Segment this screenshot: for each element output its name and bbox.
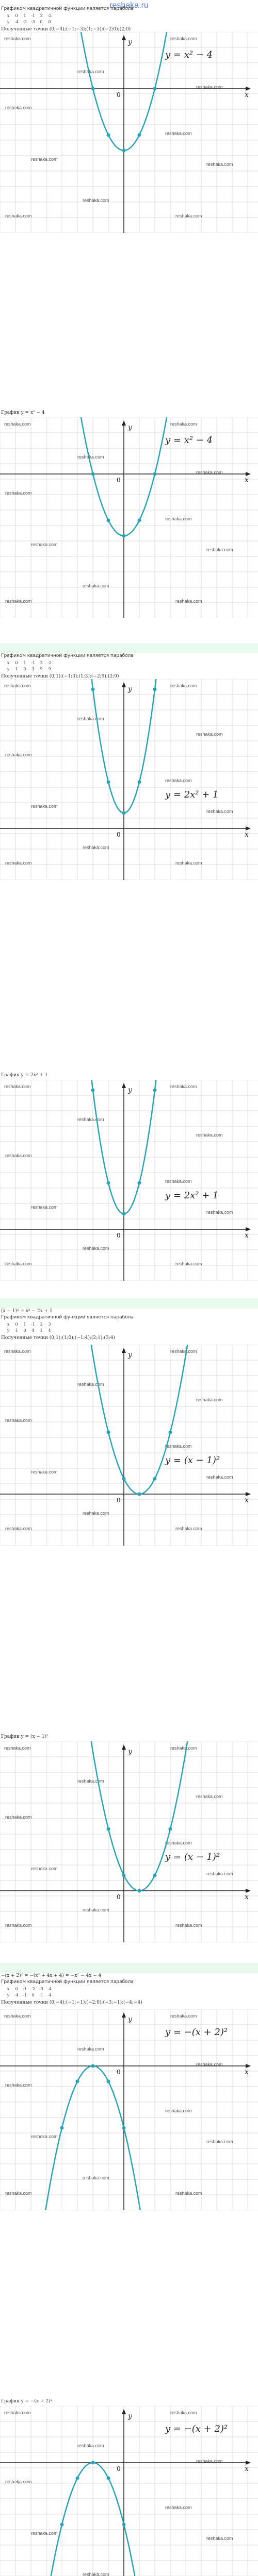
grid xyxy=(0,1345,258,1546)
table-cell: 4 xyxy=(48,1328,51,1333)
table-cell: y xyxy=(7,1328,10,1333)
watermark-text: reshaka.com xyxy=(165,1179,192,1184)
graph-svg xyxy=(0,1741,258,1942)
table-cell: -1 xyxy=(23,1987,27,1991)
table-cell: 0 xyxy=(48,20,51,24)
table-cell: -3 xyxy=(39,1987,43,1991)
watermark-text: reshaka.com xyxy=(83,845,109,850)
watermark-text: reshaka.com xyxy=(5,105,32,110)
y-axis-arrow xyxy=(122,420,126,426)
x-axis-label: x xyxy=(245,1496,249,1504)
watermark-text: reshaka.com xyxy=(77,1117,104,1122)
table-cell: -4 xyxy=(47,1993,52,1997)
y-axis-arrow xyxy=(122,2409,126,2414)
parabola-point xyxy=(107,2477,110,2480)
y-axis-label: y xyxy=(128,1748,132,1756)
y-axis-label: y xyxy=(128,1086,132,1094)
watermark-text: reshaka.com xyxy=(83,1511,109,1516)
watermark-text: reshaka.com xyxy=(206,1871,233,1876)
values-table-y xyxy=(4,667,54,671)
x-axis-arrow xyxy=(246,472,251,476)
watermark-text: reshaka.com xyxy=(165,516,192,521)
table-cell: 9 xyxy=(40,667,43,671)
parabola-point xyxy=(107,1431,110,1434)
table-cell: -3 xyxy=(31,20,35,24)
watermark-text: reshaka.com xyxy=(196,2459,223,2464)
watermark-text: reshaka.com xyxy=(5,1418,32,1423)
points-line: Полученные точки (0;−4);(−1;−1);(−2;0);(−3;−1);(−4;−4) xyxy=(1,2000,142,2005)
watermark-text: reshaka.com xyxy=(5,490,32,496)
formula-label: y = (x − 1)² xyxy=(165,1455,220,1466)
parabola-point xyxy=(153,1874,157,1877)
grid xyxy=(0,417,258,618)
table-cell: y xyxy=(7,667,10,671)
watermark-text: reshaka.com xyxy=(31,2531,58,2536)
y-axis-arrow xyxy=(122,682,126,687)
parabola-point xyxy=(138,1493,141,1496)
watermark-text: reshaka.com xyxy=(4,2410,31,2415)
watermark-text: reshaka.com xyxy=(5,599,32,604)
parabola-point xyxy=(107,1827,110,1831)
x-axis-label: x xyxy=(245,1231,249,1240)
table-cell: 2 xyxy=(40,1322,43,1327)
values-table-y xyxy=(4,1328,54,1333)
parabola-point xyxy=(91,2461,95,2465)
section-separator xyxy=(0,643,258,653)
watermark-text: reshaka.com xyxy=(196,2062,223,2067)
y-axis-arrow xyxy=(122,1083,126,1088)
watermark-text: reshaka.com xyxy=(77,454,104,460)
watermark-text: reshaka.com xyxy=(4,1084,31,1089)
origin-label: 0 xyxy=(117,1497,121,1504)
watermark-text: reshaka.com xyxy=(170,36,197,41)
parabola-point xyxy=(122,1874,126,1877)
parabola-graph xyxy=(0,1345,258,1546)
watermark-text: reshaka.com xyxy=(4,1745,31,1751)
parabola-point xyxy=(107,1181,110,1185)
parabola-point xyxy=(138,519,141,522)
watermark-text: reshaka.com xyxy=(5,1153,32,1158)
table-cell: y xyxy=(7,20,10,24)
table-cell: -3 xyxy=(23,20,27,24)
watermark-text: reshaka.com xyxy=(206,2536,233,2541)
parabola-point xyxy=(76,2477,79,2480)
section-heading: Графиком квадратичной функции является парабола xyxy=(1,6,134,11)
parabola-point xyxy=(91,472,95,476)
watermark-text: reshaka.com xyxy=(31,804,58,809)
watermark-text: reshaka.com xyxy=(196,1794,223,1799)
parabola-point xyxy=(138,133,141,137)
grid xyxy=(0,32,258,233)
x-axis-arrow xyxy=(246,2064,251,2068)
y-axis-label: y xyxy=(128,38,132,46)
watermark-text: reshaka.com xyxy=(206,809,233,814)
site-title-link[interactable]: reshaka.ru xyxy=(109,1,149,10)
watermark-text: reshaka.com xyxy=(77,1778,104,1784)
watermark-text: reshaka.com xyxy=(83,1246,109,1251)
values-table-x xyxy=(4,1322,54,1327)
watermark-text: reshaka.com xyxy=(83,198,109,203)
table-cell: -4 xyxy=(47,1987,52,1991)
formula-label: y = x² − 4 xyxy=(165,49,213,60)
parabola-point xyxy=(60,2126,64,2130)
formula-label: y = x² − 4 xyxy=(165,435,213,446)
x-axis-label: x xyxy=(245,476,249,484)
formula-label: y = (x − 1)² xyxy=(165,1852,220,1862)
watermark-text: reshaka.com xyxy=(4,2013,31,2019)
x-axis-label: x xyxy=(245,831,249,839)
parabola-graph xyxy=(0,32,258,233)
table-cell: y xyxy=(7,1993,10,1997)
watermark-text: reshaka.com xyxy=(196,732,223,737)
parabola-point xyxy=(122,811,126,815)
watermark-text: reshaka.com xyxy=(175,1261,202,1266)
table-cell: x xyxy=(7,1987,10,1991)
x-axis-arrow xyxy=(246,1492,251,1496)
section-separator xyxy=(0,1963,258,1973)
parabola-point xyxy=(91,688,95,691)
watermark-text: reshaka.com xyxy=(5,1526,32,1531)
watermark-text: reshaka.com xyxy=(165,1840,192,1845)
graph-svg xyxy=(0,679,258,880)
graph-caption: График y = (x − 1)² xyxy=(1,1734,49,1739)
watermark-text: reshaka.com xyxy=(83,2572,109,2576)
parabola-point xyxy=(122,2126,126,2130)
parabola-graph xyxy=(0,417,258,618)
watermark-text: reshaka.com xyxy=(170,1745,197,1751)
watermark-text: reshaka.com xyxy=(206,1210,233,1215)
table-cell: 0 xyxy=(15,1322,18,1327)
table-cell: 0 xyxy=(15,660,18,665)
parabola-point xyxy=(138,1181,141,1185)
watermark-text: reshaka.com xyxy=(170,1349,197,1354)
y-axis-label: y xyxy=(128,1351,132,1359)
x-axis-arrow xyxy=(246,826,251,831)
table-cell: -1 xyxy=(31,13,35,18)
watermark-text: reshaka.com xyxy=(170,683,197,688)
table-cell: 0 xyxy=(40,20,43,24)
graph-svg xyxy=(0,2009,258,2210)
values-table-x xyxy=(4,13,54,18)
table-cell: -4 xyxy=(14,20,19,24)
formula-label: y = 2x² + 1 xyxy=(165,789,219,800)
grid xyxy=(0,1080,258,1281)
parabola-point xyxy=(153,87,157,91)
watermark-text: reshaka.com xyxy=(5,752,32,757)
table-cell: x xyxy=(7,1322,10,1327)
values-table-x xyxy=(4,660,54,665)
table-cell: x xyxy=(7,660,10,665)
section-heading: Графиком квадратичной функции является парабола xyxy=(1,1315,134,1320)
watermark-text: reshaka.com xyxy=(196,84,223,90)
watermark-text: reshaka.com xyxy=(170,421,197,427)
formula-label: y = 2x² + 1 xyxy=(165,1190,219,1201)
values-table-y xyxy=(4,20,54,24)
parabola-point xyxy=(91,87,95,91)
table-cell: -2 xyxy=(47,13,52,18)
watermark-text: reshaka.com xyxy=(5,1261,32,1266)
origin-label: 0 xyxy=(117,2465,121,2472)
table-cell: 3 xyxy=(48,1322,51,1327)
parabola-point xyxy=(138,781,141,784)
table-cell: 1 xyxy=(15,1328,18,1333)
watermark-text: reshaka.com xyxy=(4,421,31,427)
table-cell: -1 xyxy=(23,1993,27,1997)
table-cell: 1 xyxy=(23,660,26,665)
watermark-text: reshaka.com xyxy=(170,1084,197,1089)
origin-label: 0 xyxy=(117,831,121,838)
table-cell: -1 xyxy=(31,1322,35,1327)
watermark-text: reshaka.com xyxy=(175,1526,202,1531)
parabola-graph xyxy=(0,679,258,880)
table-cell: 3 xyxy=(23,667,26,671)
x-axis-arrow xyxy=(246,1889,251,1893)
x-axis-arrow xyxy=(246,1227,251,1231)
watermark-text: reshaka.com xyxy=(83,2175,109,2180)
watermark-text: reshaka.com xyxy=(4,683,31,688)
grid xyxy=(0,1741,258,1942)
parabola-point xyxy=(107,133,110,137)
watermark-text: reshaka.com xyxy=(170,2013,197,2019)
x-axis-arrow xyxy=(246,2461,251,2465)
x-axis-arrow xyxy=(246,87,251,91)
section-heading: Графиком квадратичной функции является парабола xyxy=(1,1979,134,1985)
y-axis-arrow xyxy=(122,1348,126,1353)
formula-label: y = −(x + 2)² xyxy=(165,2424,228,2434)
watermark-text: reshaka.com xyxy=(5,213,32,218)
points-line: Полученные точки (0;1);(1;0);(−1;4);(2;1);(3;4) xyxy=(1,1335,115,1341)
origin-label: 0 xyxy=(117,2069,121,2076)
parabola-point xyxy=(107,781,110,784)
watermark-text: reshaka.com xyxy=(83,583,109,588)
watermark-text: reshaka.com xyxy=(175,213,202,218)
watermark-text: reshaka.com xyxy=(165,778,192,783)
table-cell: 2 xyxy=(40,660,43,665)
watermark-text: reshaka.com xyxy=(165,2505,192,2510)
graph-caption: График y = 2x² + 1 xyxy=(1,1073,48,1078)
watermark-text: reshaka.com xyxy=(196,1397,223,1402)
points-line: Полученные точки (0;−4);(−1;−3);(1;−3);(−2;0);(2;0) xyxy=(1,27,131,32)
points-line: Полученные точки (0;1);(−1;3);(1;3);(−2;9);(2;9) xyxy=(1,674,119,679)
parabola-point xyxy=(91,1089,95,1092)
watermark-text: reshaka.com xyxy=(5,2191,32,2196)
table-cell: -2 xyxy=(31,1987,35,1991)
watermark-text: reshaka.com xyxy=(83,1907,109,1912)
watermark-text: reshaka.com xyxy=(77,1382,104,1387)
table-cell: 0 xyxy=(15,13,18,18)
watermark-text: reshaka.com xyxy=(165,2108,192,2113)
parabola-point xyxy=(153,688,157,691)
table-cell: x xyxy=(7,13,10,18)
section-separator xyxy=(0,1298,258,1309)
parabola-point xyxy=(153,1089,157,1092)
table-cell: -2 xyxy=(47,660,52,665)
expansion-text: (x − 1)² = x² − 2x + 1 xyxy=(1,1309,53,1314)
table-cell: 4 xyxy=(31,1328,35,1333)
parabola-point xyxy=(138,1889,141,1893)
values-table-x xyxy=(4,1987,54,1991)
parabola-point xyxy=(153,1477,157,1481)
watermark-text: reshaka.com xyxy=(5,2082,32,2088)
table-cell: 3 xyxy=(31,667,35,671)
parabola-graph xyxy=(0,2009,258,2210)
watermark-text: reshaka.com xyxy=(5,1815,32,1820)
parabola-point xyxy=(107,2080,110,2083)
table-cell: 1 xyxy=(23,1322,26,1327)
x-axis-label: x xyxy=(245,2068,249,2076)
watermark-text: reshaka.com xyxy=(175,1923,202,1928)
table-cell: 2 xyxy=(40,13,43,18)
watermark-text: reshaka.com xyxy=(31,1205,58,1210)
watermark-text: reshaka.com xyxy=(196,1132,223,1138)
watermark-text: reshaka.com xyxy=(5,1923,32,1928)
watermark-text: reshaka.com xyxy=(77,2046,104,2052)
y-axis-label: y xyxy=(128,423,132,432)
parabola-point xyxy=(76,2080,79,2083)
y-axis-label: y xyxy=(128,685,132,693)
graph-caption: График y = x² − 4 xyxy=(1,410,45,415)
parabola-graph xyxy=(0,2406,258,2576)
parabola-graph xyxy=(0,1080,258,1281)
graph-svg xyxy=(0,2406,258,2576)
y-axis-label: y xyxy=(128,2015,132,2024)
values-table-y xyxy=(4,1993,54,1997)
parabola-point xyxy=(153,472,157,476)
parabola-point xyxy=(122,2523,126,2527)
parabola-point xyxy=(122,1477,126,1481)
expansion-text: −(x + 2)² = −(x² + 4x + 4) = −x² − 4x − 4 xyxy=(1,1973,102,1978)
watermark-text: reshaka.com xyxy=(175,2191,202,2196)
watermark-text: reshaka.com xyxy=(4,36,31,41)
watermark-text: reshaka.com xyxy=(175,860,202,866)
x-axis-label: x xyxy=(245,91,249,99)
y-axis-arrow xyxy=(122,2012,126,2018)
watermark-text: reshaka.com xyxy=(31,542,58,547)
origin-label: 0 xyxy=(117,1893,121,1901)
origin-label: 0 xyxy=(117,477,121,484)
table-cell: -1 xyxy=(31,660,35,665)
grid xyxy=(0,679,258,880)
table-cell: 0 xyxy=(31,1993,35,1997)
parabola-point xyxy=(60,2523,64,2527)
watermark-text: reshaka.com xyxy=(4,1349,31,1354)
parabola-point xyxy=(122,149,126,152)
parabola-point xyxy=(169,1431,172,1434)
x-axis-label: x xyxy=(245,1893,249,1901)
formula-label: y = −(x + 2)² xyxy=(165,2027,228,2038)
watermark-text: reshaka.com xyxy=(31,2134,58,2139)
graph-svg xyxy=(0,32,258,233)
parabola-point xyxy=(122,1212,126,1216)
watermark-text: reshaka.com xyxy=(165,1444,192,1449)
watermark-text: reshaka.com xyxy=(77,716,104,721)
watermark-text: reshaka.com xyxy=(5,2479,32,2484)
graph-caption: График y = −(x + 2)² xyxy=(1,2399,53,2404)
watermark-text: reshaka.com xyxy=(206,547,233,552)
table-cell: 0 xyxy=(23,1328,26,1333)
parabola-point xyxy=(107,519,110,522)
y-axis-arrow xyxy=(122,35,126,40)
parabola-graph xyxy=(0,1741,258,1942)
parabola-point xyxy=(169,1827,172,1831)
section-heading: Графиком квадратичной функции является парабола xyxy=(1,653,134,658)
table-cell: 1 xyxy=(23,13,26,18)
parabola-point xyxy=(91,2064,95,2068)
table-cell: 1 xyxy=(40,1328,43,1333)
origin-label: 0 xyxy=(117,1232,121,1239)
watermark-text: reshaka.com xyxy=(77,2443,104,2448)
table-cell: 9 xyxy=(48,667,51,671)
x-axis-label: x xyxy=(245,2465,249,2473)
watermark-text: reshaka.com xyxy=(206,2139,233,2144)
watermark-text: reshaka.com xyxy=(77,69,104,74)
y-axis-arrow xyxy=(122,1744,126,1750)
graph-svg xyxy=(0,1345,258,1546)
watermark-text: reshaka.com xyxy=(31,157,58,162)
table-cell: 1 xyxy=(15,667,18,671)
watermark-text: reshaka.com xyxy=(206,162,233,167)
watermark-text: reshaka.com xyxy=(165,131,192,136)
watermark-text: reshaka.com xyxy=(5,860,32,866)
watermark-text: reshaka.com xyxy=(196,470,223,475)
y-axis-label: y xyxy=(128,2412,132,2420)
graph-svg xyxy=(0,1080,258,1281)
table-cell: -4 xyxy=(14,1993,19,1997)
origin-label: 0 xyxy=(117,91,121,98)
watermark-text: reshaka.com xyxy=(31,1469,58,1475)
watermark-text: reshaka.com xyxy=(175,599,202,604)
parabola-point xyxy=(122,534,126,538)
table-cell: 0 xyxy=(15,1987,18,1991)
watermark-text: reshaka.com xyxy=(31,1866,58,1871)
table-cell: -1 xyxy=(39,1993,43,1997)
watermark-text: reshaka.com xyxy=(206,1475,233,1480)
grid xyxy=(0,2009,258,2210)
watermark-text: reshaka.com xyxy=(170,2410,197,2415)
graph-svg xyxy=(0,417,258,618)
